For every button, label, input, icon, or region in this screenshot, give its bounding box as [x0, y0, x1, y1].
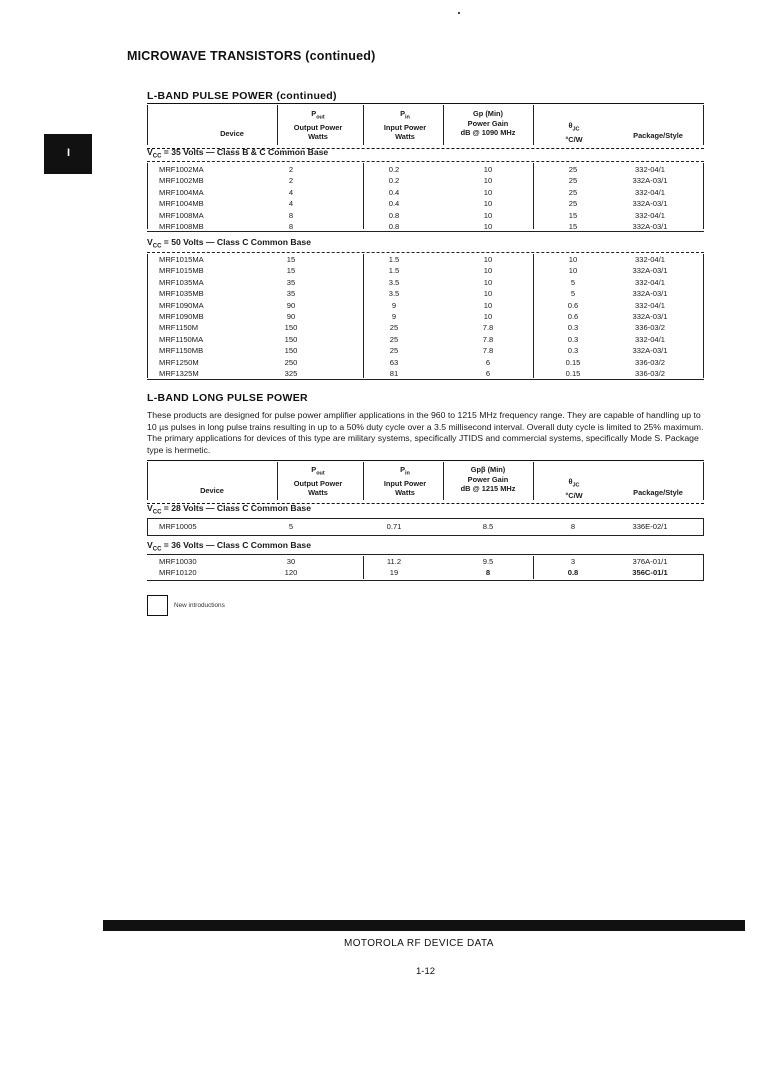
col-divider: [703, 105, 704, 145]
table-row: MRF1004MB 4 0.4 10 25 332A-03/1: [159, 199, 668, 209]
header-gp: Gpβ (Min) Power Gain dB @ 1215 MHz: [460, 465, 516, 493]
table-row: MRF1250M 250 63 6 0.15 336-03/2: [159, 357, 665, 367]
description-paragraph: These products are designed for pulse power amplifier applications in the 960 to 1215 MHz frequency range. They are capable of handling up to 10 µs pulses in long pulse trains resulting in up to a 50% duty cycle over a 3.5 millisecond interval. Overall duty cycle is limited to 25% maximum. The primary applications for devices of this type are military systems, specifically JTIDS and commercial systems, specifically Mode S. Package type is hermetic.: [147, 410, 704, 455]
table-row: MRF1090MA 90 9 10 0.6 332-04/1: [159, 300, 665, 310]
table-row: MRF1035MA 35 3.5 10 5 332-04/1: [159, 277, 665, 287]
table-header: [147, 103, 704, 149]
section-tab: [44, 134, 92, 174]
table-row: MRF1015MA 15 1.5 10 10 332-04/1: [159, 255, 665, 264]
header-package: Package/Style: [633, 488, 683, 497]
table-row: MRF1008MB 8 0.8 10 15 332A-03/1: [159, 222, 668, 231]
col-divider: [443, 105, 444, 145]
table-row: MRF1004MA 4 0.4 10 25 332-04/1: [159, 187, 665, 197]
footer-publication: MOTOROLA RF DEVICE DATA: [344, 938, 494, 949]
table-row: MRF1150M 150 25 7.8 0.3 336-03/2: [159, 323, 665, 333]
page-number: 1-12: [416, 966, 436, 977]
header-theta: $\theta_{JC}$ °C/W: [565, 121, 583, 144]
table-row: MRF1150MB 150 25 7.8 0.3 332A-03/1: [159, 346, 668, 356]
table-row: MRF1150MA 150 25 7.8 0.3 332-04/1: [159, 334, 665, 344]
header-pin: $P_{in}$ Input Power Watts: [383, 465, 427, 498]
group-vcc36: $V_{CC} = 36$ Volts — Class C Common Base: [147, 540, 311, 553]
table-row: MRF1008MA 8 0.8 10 15 332-04/1: [159, 210, 665, 220]
col-divider: [277, 462, 278, 500]
group-vcc50: $V_{CC} = 50$ Volts — Class C Common Base: [147, 237, 311, 250]
footer-rule: [103, 920, 745, 931]
header-pout: $P_{out}$ Output Power Watts: [293, 465, 343, 498]
col-divider: [147, 462, 148, 500]
table-row: MRF1035MB 35 3.5 10 5 332A-03/1: [159, 289, 668, 299]
page-title: MICROWAVE TRANSISTORS (continued): [127, 49, 376, 63]
table-row: MRF10120 120 19 8 0.8 356C-01/1: [159, 568, 668, 578]
legend-label: New introductions: [174, 602, 225, 609]
table-row: MRF1002MA 2 0.2 10 25 332-04/1: [159, 165, 665, 174]
header-gp: Gp (Min) Power Gain dB @ 1090 MHz: [460, 109, 516, 137]
header-package: Package/Style: [633, 131, 683, 140]
header-pin: $P_{in}$ Input Power Watts: [383, 109, 427, 142]
table-row: MRF1090MB 90 9 10 0.6 332A-03/1: [159, 312, 668, 321]
table-row: MRF1015MB 15 1.5 10 10 332A-03/1: [159, 266, 668, 276]
table-row: MRF10005 5 0.71 8.5 8 336E-02/1: [159, 522, 668, 531]
table-row: MRF1325M 325 81 6 0.15 336-03/2: [159, 369, 665, 378]
header-pout: $P_{out}$ Output Power Watts: [293, 109, 343, 142]
section-title-lband-long: L-BAND LONG PULSE POWER: [147, 392, 308, 404]
table-header: [147, 460, 704, 504]
table-row: MRF10030 30 11.2 9.5 3 376A-01/1: [159, 557, 668, 566]
group-vcc28: $V_{CC} = 28$ Volts — Class C Common Base: [147, 503, 311, 516]
table-row: MRF1002MB 2 0.2 10 25 332A-03/1: [159, 176, 668, 186]
section-title-lband-pulse: L-BAND PULSE POWER (continued): [147, 90, 337, 102]
section-tab-label: I: [67, 147, 71, 159]
col-divider: [443, 462, 444, 500]
scan-speck: [458, 12, 460, 14]
col-divider: [363, 462, 364, 500]
legend-swatch: [147, 595, 168, 616]
col-divider: [277, 105, 278, 145]
lband-long-table: [147, 460, 704, 584]
header-device: Device: [220, 129, 244, 138]
group-vcc35: $V_{CC} = 35$ Volts — Class B & C Common Base: [147, 147, 329, 160]
lband-pulse-table: [147, 103, 704, 383]
col-divider: [703, 462, 704, 500]
header-theta: $\theta_{JC}$ °C/W: [565, 477, 583, 500]
col-divider: [363, 105, 364, 145]
col-divider: [533, 462, 534, 500]
col-divider: [147, 105, 148, 145]
header-device: Device: [200, 486, 224, 495]
col-divider: [533, 105, 534, 145]
